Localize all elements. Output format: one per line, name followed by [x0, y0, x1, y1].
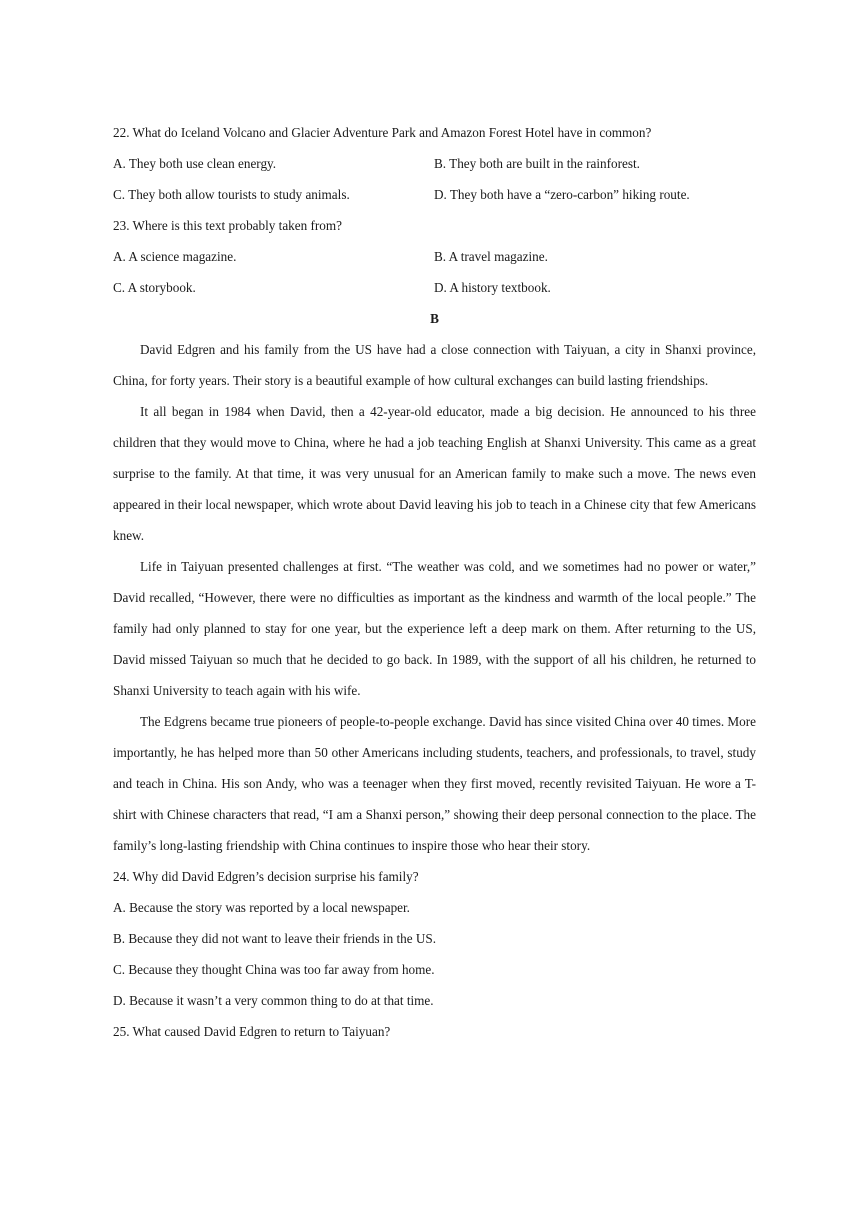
exam-page: [113, 117, 756, 1047]
question-23-option-a: A. A science magazine.: [113, 249, 237, 264]
question-22-option-a: A. They both use clean energy.: [113, 156, 277, 171]
question-23-option-c: C. A storybook.: [113, 280, 196, 295]
question-22-option-c: C. They both allow tourists to study animals.: [113, 187, 350, 202]
passage-paragraph-4: The Edgrens became true pioneers of people-to-people exchange. David has since visited China over 40 times. More importantly, he has helped more than 50 other Americans including students, teachers, and professionals, to travel, study and teach in China. His son Andy, who was a teenager when they first moved, recently revisited Taiyuan. He wore a T-shirt with Chinese characters that read, “I am a Shanxi person,” showing their deep personal connection to the place. The family’s long-lasting friendship with China continues to inspire those who hear their story.: [113, 714, 756, 853]
passage-paragraph-1: David Edgren and his family from the US have had a close connection with Taiyuan, a city in Shanxi province, China, for forty years. Their story is a beautiful example of how cultural exchanges can build lasting friendships.: [113, 342, 756, 388]
question-22-option-b: B. They both are built in the rainforest.: [434, 156, 640, 171]
question-23-option-d: D. A history textbook.: [434, 280, 551, 295]
question-24-stem: 24. Why did David Edgren’s decision surprise his family?: [113, 869, 419, 884]
question-25-stem: 25. What caused David Edgren to return to Taiyuan?: [113, 1024, 391, 1039]
question-23-option-b: B. A travel magazine.: [434, 249, 548, 264]
passage-paragraph-2: It all began in 1984 when David, then a 42-year-old educator, made a big decision. He announced to his three children that they would move to China, where he had a job teaching English at Shanxi University. This came as a great surprise to the family. At that time, it was very unusual for an American family to make such a move. The news even appeared in their local newspaper, which wrote about David leaving his job to teach in a Chinese city that few Americans knew.: [113, 404, 756, 543]
section-b-title: B: [430, 311, 439, 326]
question-24-option-c: C. Because they thought China was too far away from home.: [113, 962, 435, 977]
question-24-option-d: D. Because it wasn’t a very common thing to do at that time.: [113, 993, 434, 1008]
question-23-options-row-2: [113, 272, 756, 303]
question-24-option-a: A. Because the story was reported by a local newspaper.: [113, 900, 410, 915]
question-23-options-row-1: [113, 241, 756, 272]
passage-paragraph-3: Life in Taiyuan presented challenges at first. “The weather was cold, and we sometimes had no power or water,” David recalled, “However, there were no difficulties as important as the kindness and warmth of the local people.” The family had only planned to stay for one year, but the experience left a deep mark on them. After returning to the US, David missed Taiyuan so much that he decided to go back. In 1989, with the support of all his children, he returned to Shanxi University to teach again with his wife.: [113, 559, 756, 698]
question-23-stem: 23. Where is this text probably taken from?: [113, 218, 343, 233]
question-22-option-d: D. They both have a “zero-carbon” hiking route.: [434, 187, 690, 202]
question-22-options-row-1: [113, 148, 756, 179]
question-22-options-row-2: [113, 179, 756, 210]
question-22-stem: 22. What do Iceland Volcano and Glacier Adventure Park and Amazon Forest Hotel have in common?: [113, 125, 652, 140]
question-24-option-b: B. Because they did not want to leave their friends in the US.: [113, 931, 437, 946]
